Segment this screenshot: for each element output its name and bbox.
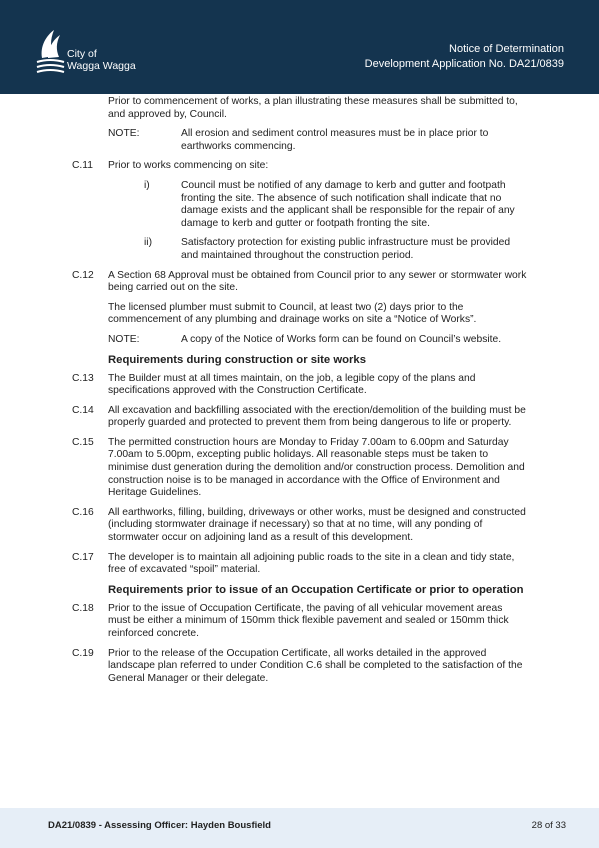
section-heading: Requirements prior to issue of an Occupation Certificate or prior to operation (108, 583, 524, 596)
condition-c14 (72, 405, 527, 430)
condition-number: C.12 (72, 269, 94, 281)
condition-text: The developer is to maintain all adjoining public roads to the site in a clean and tidy state, free of excavated “spoil” material. (108, 551, 515, 576)
condition-number: C.15 (72, 436, 94, 448)
condition-c18 (72, 603, 527, 641)
condition-text: All excavation and backfilling associated with the erection/demolition of the building must be properly guarded and protected to prevent them from being dangerous to life or property. (108, 404, 526, 429)
logo-text (67, 48, 136, 72)
intro-paragraph (72, 96, 527, 121)
logo-line2: Wagga Wagga (67, 60, 136, 72)
note-label: NOTE: (108, 128, 140, 140)
footer-officer: DA21/0839 - Assessing Officer: Hayden Bousfield (48, 820, 271, 831)
note-erosion (72, 128, 527, 153)
note-text: A copy of the Notice of Works form can be found on Council’s website. (181, 333, 502, 345)
condition-text: A Section 68 Approval must be obtained from Council prior to any sewer or stormwater work being carried out on the site. (108, 269, 527, 294)
title-line1: Notice of Determination (449, 43, 564, 55)
document-title (365, 42, 564, 72)
condition-number: C.16 (72, 506, 94, 518)
condition-text: The permitted construction hours are Monday to Friday 7.00am to 6.00pm and Saturday 7.00am to 5.00pm, excepting public holidays. All reasonable steps must be taken to minimise dust generation during the demolition and/or construction process. Demolition and construction noise is to be managed in accordance with the Office of Environment and Heritage Guidelines. (108, 436, 525, 499)
title-line2: Development Application No. DA21/0839 (364, 58, 564, 70)
condition-c11 (72, 160, 527, 173)
sub-item-number: ii) (144, 237, 153, 249)
condition-text: Prior to the release of the Occupation Certificate, all works detailed in the approved landscape plan referred to under Condition C.6 shall be completed to the satisfaction of the General Manager or their delegate. (108, 647, 523, 684)
condition-c15 (72, 437, 527, 500)
condition-number: C.13 (72, 372, 94, 384)
condition-c13 (72, 373, 527, 398)
page-header (0, 0, 599, 94)
condition-c11-item-ii (72, 237, 527, 262)
condition-text: The licensed plumber must submit to Council, at least two (2) days prior to the commencement of any plumbing and drainage works on site a “Notice of Works”. (108, 301, 477, 326)
condition-c19 (72, 648, 527, 686)
condition-text: Prior to the issue of Occupation Certificate, the paving of all vehicular movement areas must be either a minimum of 150mm thick flexible pavement and sealed or 150mm thick reinforced concrete. (108, 602, 509, 639)
logo-line1: City of (67, 48, 97, 60)
sub-item-text: Satisfactory protection for existing public infrastructure must be provided and maintained throughout the construction period. (181, 237, 511, 261)
condition-c12-paragraph2 (72, 302, 527, 327)
condition-number: C.14 (72, 404, 94, 416)
intro-text: Prior to commencement of works, a plan illustrating these measures shall be submitted to, and approved by, Council. (108, 96, 518, 120)
page-number: 28 of 33 (531, 820, 566, 831)
condition-number: C.18 (72, 602, 94, 614)
condition-c17 (72, 552, 527, 577)
note-text: All erosion and sediment control measures must be in place prior to earthworks commencing. (181, 128, 489, 152)
condition-number: C.19 (72, 647, 94, 659)
condition-number: C.11 (72, 160, 93, 172)
condition-c11-item-i (72, 180, 527, 230)
condition-number: C.17 (72, 551, 94, 563)
note-label: NOTE: (108, 333, 140, 345)
condition-text: Prior to works commencing on site: (108, 160, 269, 172)
condition-c12 (72, 270, 527, 295)
section-heading: Requirements during construction or site works (108, 353, 366, 366)
note-notice-of-works (72, 334, 527, 347)
sub-item-text: Council must be notified of any damage to kerb and gutter and footpath fronting the site. The absence of such notification shall indicate that no damage exists and the applicant shall be responsible for the repair of any damage to kerb and gutter or footpath fronting the site. (181, 179, 515, 229)
sub-item-number: i) (144, 179, 150, 191)
document-body (72, 96, 527, 692)
condition-text: All earthworks, filling, building, driveways or other works, must be designed and constructed (including stormwater drainage if necessary) so that at no time, will any ponding of stormwater occur on adjoining land as a result of this development. (108, 506, 526, 544)
condition-c16 (72, 507, 527, 545)
condition-text: The Builder must at all times maintain, on the job, a legible copy of the plans and specifications approved with the Construction Certificate. (108, 372, 476, 397)
